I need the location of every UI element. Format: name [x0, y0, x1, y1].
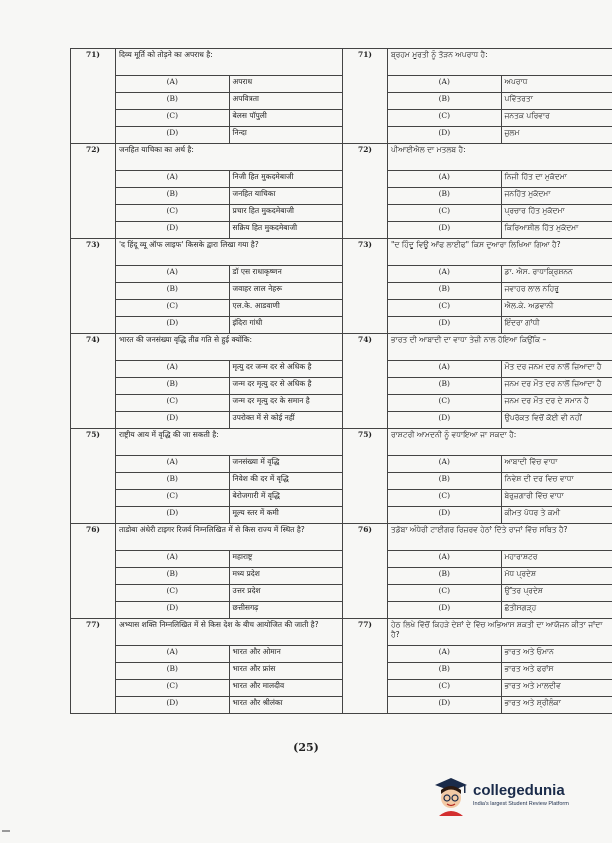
- option-letter-hi: (D): [116, 697, 230, 714]
- option-letter-hi: (C): [116, 110, 230, 127]
- question-text-hi: भारत की जनसंख्या वृद्धि तीव्र गति से हुई क्योंकि:: [116, 334, 343, 361]
- option-text-pa: ਉੱਤਰ ਪ੍ਰਦੇਸ਼: [501, 585, 612, 602]
- option-letter-hi: (A): [116, 551, 230, 568]
- option-letter-pa: (B): [388, 93, 502, 110]
- option-text-pa: ਮੌਤ ਦਰ ਜਨਮ ਦਰ ਨਾਲੋਂ ਜ਼ਿਆਦਾ ਹੈ: [501, 361, 612, 378]
- option-letter-pa: (D): [388, 317, 502, 334]
- question-text-pa: ਤਡੋਬਾ ਅੰਧੇਰੀ ਟਾਈਗਰ ਰਿਜ਼ਰਵ ਹੇਠਾਂ ਦਿੱਤੇ ਰਾਜਾਂ ਵਿੱਚ ਸਥਿਤ ਹੈ?: [388, 524, 612, 551]
- option-letter-hi: (A): [116, 76, 230, 93]
- option-row: [71, 205, 612, 222]
- option-letter-pa: (B): [388, 378, 502, 395]
- option-text-hi: भारत और फ्रांस: [229, 663, 343, 680]
- option-row: [71, 127, 612, 144]
- option-text-pa: ਭਾਰਤ ਅਤੇ ਫਰਾਂਸ: [501, 663, 612, 680]
- option-letter-hi: (D): [116, 412, 230, 429]
- option-row: [71, 378, 612, 395]
- option-letter-pa: (A): [388, 266, 502, 283]
- option-text-pa: ਨਿਵੇਸ਼ ਦੀ ਦਰ ਵਿਚ ਵਾਧਾ: [501, 473, 612, 490]
- option-letter-hi: (C): [116, 490, 230, 507]
- option-letter-pa: (C): [388, 205, 502, 222]
- option-letter-pa: (C): [388, 680, 502, 697]
- question-number-hi: 74): [71, 334, 116, 429]
- option-text-hi: जनसंख्या में वृद्धि: [229, 456, 343, 473]
- option-text-hi: उपरोक्त में से कोई नहीं: [229, 412, 343, 429]
- option-letter-hi: (A): [116, 646, 230, 663]
- option-text-pa: ਜਵਾਹਰ ਲਾਲ ਨਹਿਰੂ: [501, 283, 612, 300]
- option-text-hi: जन्म दर मृत्यु दर से अधिक है: [229, 378, 343, 395]
- option-text-pa: ਭਾਰਤ ਅਤੇ ਓਮਾਨ: [501, 646, 612, 663]
- option-row: [71, 473, 612, 490]
- option-row: [71, 266, 612, 283]
- question-text-hi: ताडोबा अंधेरी टाइगर रिजर्व निम्नलिखित में से किस राज्य में स्थित है?: [116, 524, 343, 551]
- option-letter-hi: (D): [116, 602, 230, 619]
- question-row: [71, 619, 612, 646]
- question-text-hi: दिव्य मूर्ति को तोड़ने का अपराध है:: [116, 49, 343, 76]
- question-number-pa: 71): [343, 49, 388, 144]
- option-text-pa: ਡਾ. ਐਸ. ਰਾਧਾਕ੍ਰਿਸ਼ਨਨ: [501, 266, 612, 283]
- option-text-pa: ਮੱਧ ਪ੍ਰਦੇਸ਼: [501, 568, 612, 585]
- option-text-hi: निजी हित मुकदमेबाजी: [229, 171, 343, 188]
- option-letter-pa: (A): [388, 551, 502, 568]
- option-text-hi: जवाहर लाल नेहरू: [229, 283, 343, 300]
- question-number-hi: 73): [71, 239, 116, 334]
- option-text-hi: जन्म दर मृत्यु दर के समान है: [229, 395, 343, 412]
- question-text-pa: ਪੀਆਈਐਲ ਦਾ ਮਤਲਬ ਹੈ:: [388, 144, 612, 171]
- option-text-hi: बेलस पॉपुली: [229, 110, 343, 127]
- option-letter-pa: (A): [388, 456, 502, 473]
- option-letter-pa: (A): [388, 361, 502, 378]
- option-text-pa: ਅਪਰਾਧ: [501, 76, 612, 93]
- question-text-hi: अभ्यास शक्ति निम्नलिखित में से किस देश के बीच आयोजित की जाती है?: [116, 619, 343, 646]
- question-number-pa: 77): [343, 619, 388, 714]
- brand-watermark: [433, 776, 603, 818]
- question-number-hi: 77): [71, 619, 116, 714]
- option-letter-hi: (C): [116, 680, 230, 697]
- option-letter-pa: (B): [388, 663, 502, 680]
- option-letter-hi: (B): [116, 93, 230, 110]
- option-letter-hi: (A): [116, 266, 230, 283]
- option-letter-pa: (D): [388, 412, 502, 429]
- question-number-hi: 72): [71, 144, 116, 239]
- option-letter-hi: (D): [116, 127, 230, 144]
- option-letter-hi: (D): [116, 507, 230, 524]
- option-text-pa: ਇੰਦਰਾ ਗਾਂਧੀ: [501, 317, 612, 334]
- option-letter-hi: (A): [116, 171, 230, 188]
- scan-edge-mark: [2, 830, 10, 832]
- option-row: [71, 697, 612, 714]
- question-number-hi: 76): [71, 524, 116, 619]
- option-text-pa: ਜਨਮ ਦਰ ਮੌਤ ਦਰ ਦੇ ਸਮਾਨ ਹੈ: [501, 395, 612, 412]
- option-text-pa: ਪ੍ਰਚਾਰ ਹਿੱਤ ਮੁਕੱਦਮਾ: [501, 205, 612, 222]
- question-row: [71, 429, 612, 456]
- question-table-body: [71, 49, 612, 714]
- option-row: [71, 188, 612, 205]
- option-row: [71, 507, 612, 524]
- option-text-hi: सक्रिय हित मुकदमेबाजी: [229, 222, 343, 239]
- option-text-pa: ਆਬਾਦੀ ਵਿੱਚ ਵਾਧਾ: [501, 456, 612, 473]
- question-number-hi: 75): [71, 429, 116, 524]
- option-text-pa: ਐਲ.ਕੇ. ਅਡਵਾਨੀ: [501, 300, 612, 317]
- option-letter-pa: (D): [388, 127, 502, 144]
- question-text-hi: राष्ट्रीय आय में वृद्धि की जा सकती है:: [116, 429, 343, 456]
- option-text-pa: ਜਨਤਕ ਪਰਿਵਾਰ: [501, 110, 612, 127]
- option-text-pa: ਜ਼ੁਲਮ: [501, 127, 612, 144]
- option-row: [71, 412, 612, 429]
- option-text-pa: ਮਹਾਰਾਸ਼ਟਰ: [501, 551, 612, 568]
- option-text-hi: भारत और ओमान: [229, 646, 343, 663]
- option-letter-hi: (C): [116, 205, 230, 222]
- option-row: [71, 93, 612, 110]
- option-text-hi: इंदिरा गांधी: [229, 317, 343, 334]
- question-text-hi: जनहित याचिका का अर्थ है:: [116, 144, 343, 171]
- option-text-hi: निवेश की दर में वृद्धि: [229, 473, 343, 490]
- option-letter-pa: (C): [388, 490, 502, 507]
- brand-tagline: India's largest Student Review Platform: [473, 801, 569, 807]
- brand-name: collegedunia: [473, 782, 565, 799]
- option-letter-hi: (B): [116, 188, 230, 205]
- option-letter-pa: (C): [388, 395, 502, 412]
- option-row: [71, 490, 612, 507]
- option-row: [71, 222, 612, 239]
- option-letter-pa: (D): [388, 602, 502, 619]
- option-row: [71, 110, 612, 127]
- option-text-pa: ਜਨਹਿੱਤ ਮੁਕੱਦਮਾ: [501, 188, 612, 205]
- question-row: [71, 239, 612, 266]
- option-text-pa: ਛੱਤੀਸਗੜ੍ਹ: [501, 602, 612, 619]
- question-text-pa: ਹੇਠ ਲਿਖੇ ਵਿੱਚੋਂ ਕਿਹੜੇ ਦੇਸ਼ਾਂ ਦੇ ਵਿੱਚ ਅਭਿਆਸ ਸ਼ਕਤੀ ਦਾ ਆਯੋਜਨ ਕੀਤਾ ਜਾਂਦਾ ਹੈ?: [388, 619, 612, 646]
- option-row: [71, 646, 612, 663]
- option-letter-hi: (C): [116, 585, 230, 602]
- option-letter-pa: (D): [388, 507, 502, 524]
- option-row: [71, 283, 612, 300]
- question-row: [71, 524, 612, 551]
- option-text-hi: मृत्यु दर जन्म दर से अधिक है: [229, 361, 343, 378]
- question-text-hi: 'द हिंदू व्यू ऑफ लाइफ' किसके द्वारा लिखा गया है?: [116, 239, 343, 266]
- option-letter-pa: (B): [388, 188, 502, 205]
- option-text-hi: निन्दा: [229, 127, 343, 144]
- option-row: [71, 602, 612, 619]
- question-number-pa: 73): [343, 239, 388, 334]
- question-row: [71, 49, 612, 76]
- option-letter-pa: (A): [388, 646, 502, 663]
- question-number-pa: 74): [343, 334, 388, 429]
- question-text-pa: ਰਾਸ਼ਟਰੀ ਆਮਦਨੀ ਨੂੰ ਵਧਾਇਆ ਜਾ ਸਕਦਾ ਹੈ:: [388, 429, 612, 456]
- option-row: [71, 171, 612, 188]
- option-text-hi: भारत और श्रीलंका: [229, 697, 343, 714]
- page-number: (25): [293, 741, 319, 754]
- option-text-pa: ਪਵਿੱਤਰਤਾ: [501, 93, 612, 110]
- question-row: [71, 334, 612, 361]
- question-number-pa: 76): [343, 524, 388, 619]
- option-text-hi: मूल्य स्तर में कमी: [229, 507, 343, 524]
- option-row: [71, 76, 612, 93]
- option-row: [71, 663, 612, 680]
- option-text-hi: बेरोजगारी में वृद्धि: [229, 490, 343, 507]
- option-letter-pa: (C): [388, 585, 502, 602]
- option-row: [71, 456, 612, 473]
- option-text-pa: ਨਿਜੀ ਹਿੱਤ ਦਾ ਮੁਕੱਦਮਾ: [501, 171, 612, 188]
- option-text-hi: अपराध: [229, 76, 343, 93]
- option-text-pa: ਜਨਮ ਦਰ ਮੌਤ ਦਰ ਨਾਲੋਂ ਜ਼ਿਆਦਾ ਹੈ: [501, 378, 612, 395]
- option-text-hi: महाराष्ट्र: [229, 551, 343, 568]
- option-letter-hi: (A): [116, 361, 230, 378]
- option-text-pa: ਕਿਰਿਆਸ਼ੀਲ ਹਿੱਤ ਮੁਕੱਦਮਾ: [501, 222, 612, 239]
- question-table: [70, 48, 612, 714]
- option-letter-hi: (B): [116, 663, 230, 680]
- option-text-hi: उत्तर प्रदेश: [229, 585, 343, 602]
- option-letter-hi: (D): [116, 222, 230, 239]
- question-number-hi: 71): [71, 49, 116, 144]
- option-letter-hi: (B): [116, 473, 230, 490]
- question-number-pa: 72): [343, 144, 388, 239]
- option-text-pa: ਭਾਰਤ ਅਤੇ ਮਾਲਦੀਵ: [501, 680, 612, 697]
- option-letter-pa: (A): [388, 76, 502, 93]
- option-letter-pa: (D): [388, 222, 502, 239]
- option-letter-hi: (B): [116, 378, 230, 395]
- option-text-hi: प्रचार हित मुकदमेबाजी: [229, 205, 343, 222]
- option-letter-pa: (B): [388, 473, 502, 490]
- option-row: [71, 568, 612, 585]
- option-letter-hi: (A): [116, 456, 230, 473]
- option-letter-hi: (B): [116, 283, 230, 300]
- option-text-pa: ਬੇਰੁਜ਼ਗਾਰੀ ਵਿੱਚ ਵਾਧਾ: [501, 490, 612, 507]
- option-row: [71, 317, 612, 334]
- option-text-pa: ਕੀਮਤ ਪੱਧਰ ਤੇ ਕਮੀ: [501, 507, 612, 524]
- option-row: [71, 680, 612, 697]
- option-text-hi: भारत और मालदीव: [229, 680, 343, 697]
- option-letter-pa: (C): [388, 110, 502, 127]
- option-row: [71, 585, 612, 602]
- option-row: [71, 361, 612, 378]
- option-text-hi: मध्य प्रदेश: [229, 568, 343, 585]
- question-text-pa: ਭਾਰਤ ਦੀ ਆਬਾਦੀ ਦਾ ਵਾਧਾ ਤੇਜ਼ੀ ਨਾਲ ਹੋਇਆ ਕਿਉਂਕਿ –: [388, 334, 612, 361]
- option-text-hi: छत्तीसगढ़: [229, 602, 343, 619]
- option-text-hi: अपवित्रता: [229, 93, 343, 110]
- option-row: [71, 395, 612, 412]
- question-number-pa: 75): [343, 429, 388, 524]
- option-letter-pa: (D): [388, 697, 502, 714]
- option-letter-hi: (C): [116, 395, 230, 412]
- option-text-hi: एल.के. आडवाणी: [229, 300, 343, 317]
- question-row: [71, 144, 612, 171]
- question-text-pa: "ਦ ਹਿੰਦੂ ਵਿਊ ਆੱਫ ਲਾਈਫ" ਕਿਸ ਦੁਆਰਾ ਲਿਖਿਆ ਗਿਆ ਹੈ?: [388, 239, 612, 266]
- option-text-pa: ਭਾਰਤ ਅਤੇ ਸ਼੍ਰੀਲੰਕਾ: [501, 697, 612, 714]
- option-text-hi: डॉ एस राधाकृष्णन: [229, 266, 343, 283]
- option-text-hi: जनहित याचिका: [229, 188, 343, 205]
- option-letter-pa: (B): [388, 283, 502, 300]
- option-letter-hi: (C): [116, 300, 230, 317]
- option-letter-hi: (D): [116, 317, 230, 334]
- option-text-pa: ਉਪਰੋਕਤ ਵਿਚੋਂ ਕੋਈ ਵੀ ਨਹੀਂ: [501, 412, 612, 429]
- option-row: [71, 300, 612, 317]
- option-letter-pa: (A): [388, 171, 502, 188]
- option-letter-hi: (B): [116, 568, 230, 585]
- option-letter-pa: (B): [388, 568, 502, 585]
- option-letter-pa: (C): [388, 300, 502, 317]
- mascot-logo-icon: [433, 776, 469, 816]
- option-row: [71, 551, 612, 568]
- question-text-pa: ਬ੍ਰਹਮ ਮੂਰਤੀ ਨੂੰ ਤੋੜਨ ਅਪਰਾਧ ਹੈ:: [388, 49, 612, 76]
